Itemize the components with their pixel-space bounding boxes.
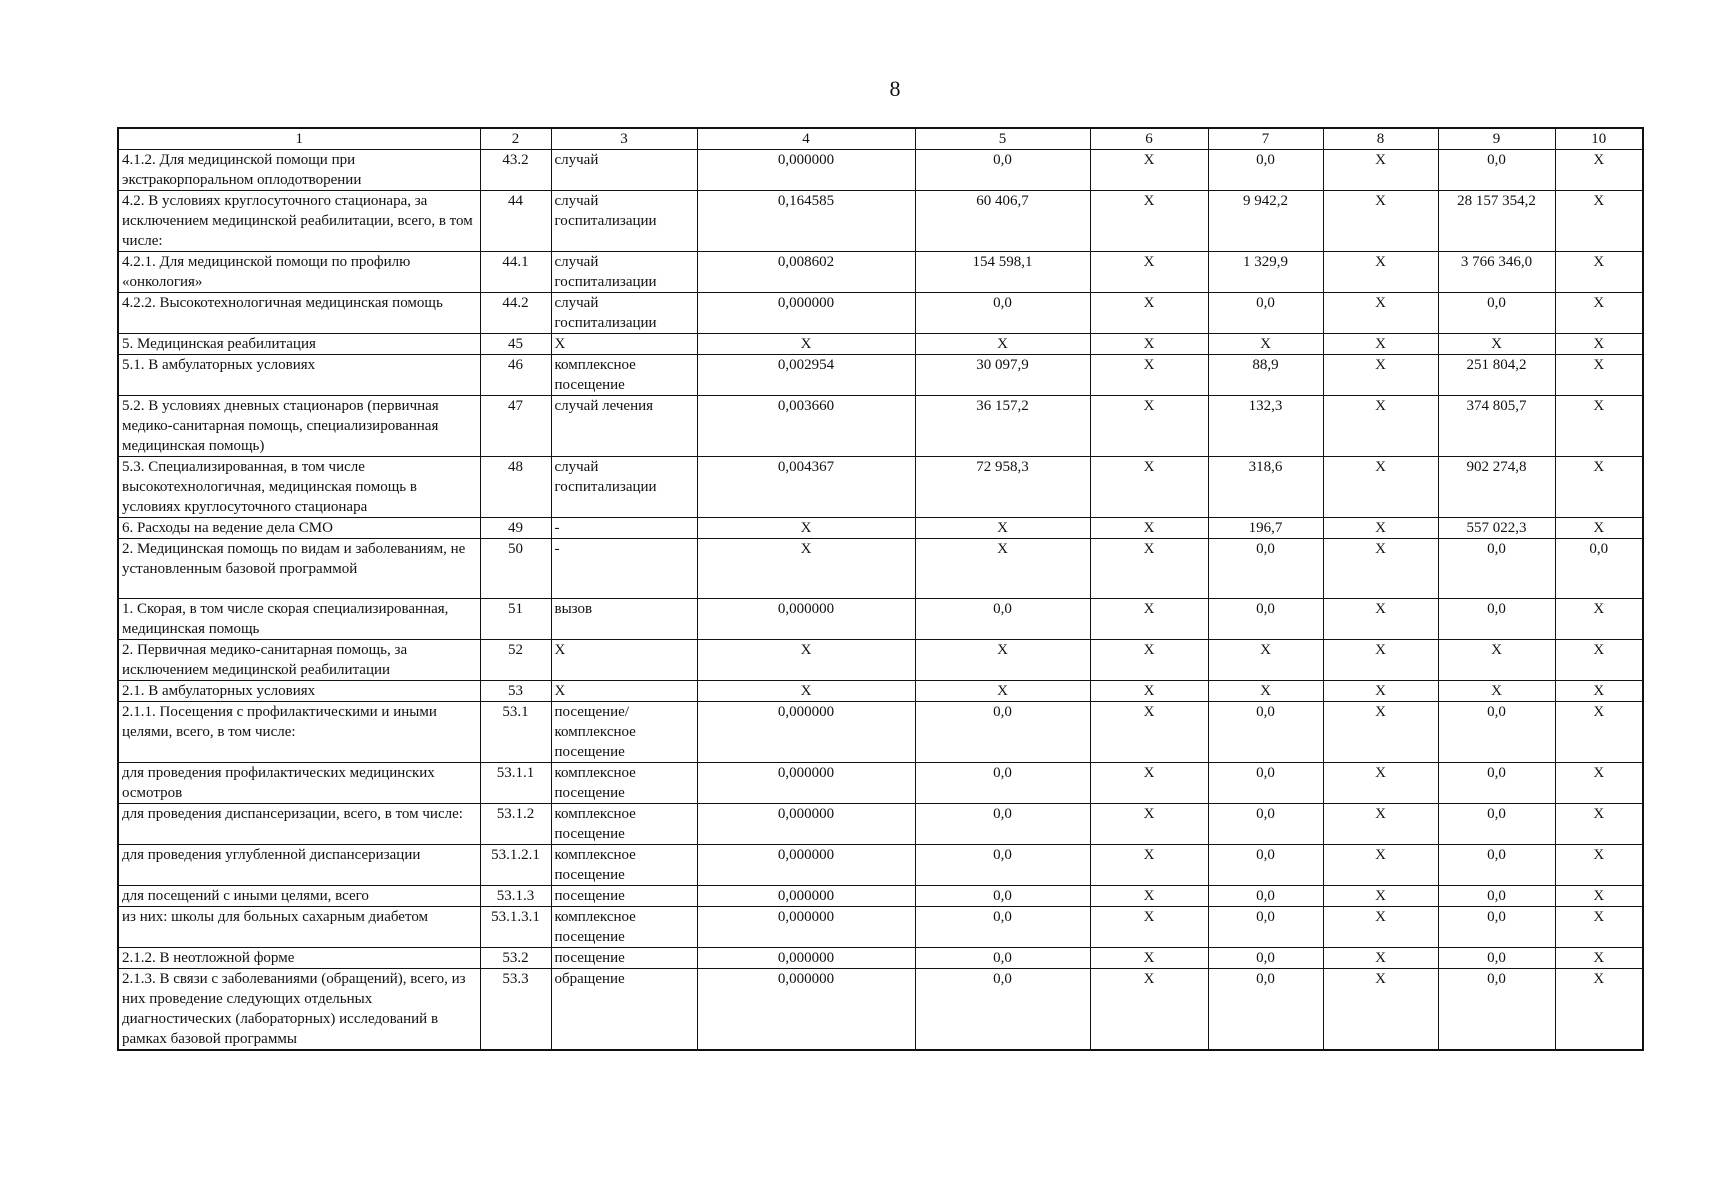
marker-cell: X	[1090, 252, 1208, 293]
marker-cell: X	[1323, 845, 1438, 886]
name-cell: 5.2. В условиях дневных стационаров (первичная медико-санитарная помощь, специализированная медицинская помощь)	[118, 396, 480, 457]
marker-cell: X	[1323, 539, 1438, 599]
marker-cell: X	[1323, 334, 1438, 355]
unit-cell: X	[551, 640, 697, 681]
row-number-cell: 47	[480, 396, 551, 457]
row-number-cell: 44.2	[480, 293, 551, 334]
row-number-cell: 53.2	[480, 948, 551, 969]
column-header: 1	[118, 128, 480, 150]
unit-cell: -	[551, 539, 697, 599]
row-number-cell: 50	[480, 539, 551, 599]
value-cell: 28 157 354,2	[1438, 191, 1555, 252]
marker-cell: X	[1323, 681, 1438, 702]
marker-cell: X	[1555, 948, 1643, 969]
marker-cell: X	[1090, 396, 1208, 457]
row-number-cell: 53.1.3.1	[480, 907, 551, 948]
value-cell: 0,0	[1208, 763, 1323, 804]
value-cell: 0,002954	[697, 355, 915, 396]
value-cell: X	[697, 539, 915, 599]
marker-cell: X	[1090, 907, 1208, 948]
value-cell: 0,008602	[697, 252, 915, 293]
table-row	[118, 948, 1643, 969]
table-row	[118, 355, 1643, 396]
name-cell: 2.1.1. Посещения с профилактическими и иными целями, всего, в том числе:	[118, 702, 480, 763]
value-cell: X	[1208, 681, 1323, 702]
marker-cell: X	[1090, 457, 1208, 518]
value-cell: 0,000000	[697, 907, 915, 948]
table-row	[118, 191, 1643, 252]
value-cell: X	[915, 681, 1090, 702]
value-cell: 0,0	[1438, 293, 1555, 334]
value-cell: 0,0	[1208, 702, 1323, 763]
marker-cell: X	[1555, 886, 1643, 907]
value-cell: 196,7	[1208, 518, 1323, 539]
marker-cell: X	[1323, 396, 1438, 457]
marker-cell: X	[1090, 763, 1208, 804]
value-cell: 36 157,2	[915, 396, 1090, 457]
value-cell: 0,0	[1438, 845, 1555, 886]
value-cell: 0,0	[1438, 907, 1555, 948]
marker-cell: X	[1323, 457, 1438, 518]
value-cell: 0,0	[1208, 886, 1323, 907]
value-cell: 0,0	[1438, 804, 1555, 845]
name-cell: 5.1. В амбулаторных условиях	[118, 355, 480, 396]
table-row	[118, 907, 1643, 948]
marker-cell: X	[1555, 804, 1643, 845]
marker-cell: X	[1555, 681, 1643, 702]
value-cell: 154 598,1	[915, 252, 1090, 293]
value-cell: 0,0	[1208, 948, 1323, 969]
marker-cell: X	[1323, 252, 1438, 293]
marker-cell: X	[1555, 907, 1643, 948]
marker-cell: X	[1323, 355, 1438, 396]
value-cell: 0,0	[915, 845, 1090, 886]
value-cell: 0,0	[915, 886, 1090, 907]
value-cell: 72 958,3	[915, 457, 1090, 518]
row-number-cell: 51	[480, 599, 551, 640]
unit-cell: комплексное посещение	[551, 907, 697, 948]
column-header: 3	[551, 128, 697, 150]
page-number: 8	[889, 76, 901, 101]
unit-cell: X	[551, 681, 697, 702]
value-cell: 0,000000	[697, 804, 915, 845]
table-row	[118, 702, 1643, 763]
unit-cell: посещение	[551, 948, 697, 969]
unit-cell: посещение	[551, 886, 697, 907]
value-cell: X	[915, 640, 1090, 681]
name-cell: 4.2.1. Для медицинской помощи по профилю «онкология»	[118, 252, 480, 293]
marker-cell: X	[1090, 599, 1208, 640]
row-number-cell: 53	[480, 681, 551, 702]
table-row	[118, 804, 1643, 845]
marker-cell: X	[1323, 763, 1438, 804]
marker-cell: X	[1323, 702, 1438, 763]
name-cell: 5. Медицинская реабилитация	[118, 334, 480, 355]
table-row	[118, 640, 1643, 681]
name-cell: 4.2.2. Высокотехнологичная медицинская помощь	[118, 293, 480, 334]
value-cell: X	[1208, 640, 1323, 681]
value-cell: 0,000000	[697, 969, 915, 1051]
marker-cell: X	[1090, 150, 1208, 191]
table-row	[118, 334, 1643, 355]
name-cell: для проведения диспансеризации, всего, в том числе:	[118, 804, 480, 845]
table-row	[118, 150, 1643, 191]
name-cell: для проведения профилактических медицинских осмотров	[118, 763, 480, 804]
name-cell: 4.2. В условиях круглосуточного стационара, за исключением медицинской реабилитации, всего, в том числе:	[118, 191, 480, 252]
value-cell: 0,0	[1438, 763, 1555, 804]
name-cell: 6. Расходы на ведение дела СМО	[118, 518, 480, 539]
table-row	[118, 293, 1643, 334]
column-header: 2	[480, 128, 551, 150]
marker-cell: X	[1555, 150, 1643, 191]
value-cell: X	[1438, 640, 1555, 681]
marker-cell: X	[1555, 640, 1643, 681]
value-cell: 0,0	[1208, 599, 1323, 640]
value-cell: 0,003660	[697, 396, 915, 457]
value-cell: X	[697, 681, 915, 702]
value-cell: 0,000000	[697, 886, 915, 907]
value-cell: 9 942,2	[1208, 191, 1323, 252]
value-cell: X	[697, 334, 915, 355]
marker-cell: X	[1555, 969, 1643, 1051]
marker-cell: X	[1090, 886, 1208, 907]
marker-cell: X	[1090, 681, 1208, 702]
unit-cell: посещение/ комплексное посещение	[551, 702, 697, 763]
marker-cell: X	[1323, 293, 1438, 334]
marker-cell: X	[1090, 845, 1208, 886]
value-cell: 60 406,7	[915, 191, 1090, 252]
marker-cell: X	[1555, 702, 1643, 763]
unit-cell: случай госпитализации	[551, 457, 697, 518]
value-cell: 3 766 346,0	[1438, 252, 1555, 293]
value-cell: 0,0	[1438, 539, 1555, 599]
name-cell: 2.1.2. В неотложной форме	[118, 948, 480, 969]
marker-cell: X	[1090, 334, 1208, 355]
value-cell: 0,0	[915, 763, 1090, 804]
row-number-cell: 43.2	[480, 150, 551, 191]
value-cell: 374 805,7	[1438, 396, 1555, 457]
marker-cell: X	[1323, 599, 1438, 640]
unit-cell: случай лечения	[551, 396, 697, 457]
value-cell: 0,0	[1208, 150, 1323, 191]
marker-cell: X	[1090, 948, 1208, 969]
value-cell: X	[697, 640, 915, 681]
marker-cell: 0,0	[1555, 539, 1643, 599]
value-cell: 0,0	[1208, 804, 1323, 845]
row-number-cell: 48	[480, 457, 551, 518]
value-cell: 318,6	[1208, 457, 1323, 518]
unit-cell: комплексное посещение	[551, 355, 697, 396]
row-number-cell: 53.1	[480, 702, 551, 763]
table-row	[118, 599, 1643, 640]
value-cell: 0,0	[915, 804, 1090, 845]
value-cell: 902 274,8	[1438, 457, 1555, 518]
marker-cell: X	[1090, 969, 1208, 1051]
column-header: 8	[1323, 128, 1438, 150]
value-cell: 0,0	[1208, 969, 1323, 1051]
value-cell: 30 097,9	[915, 355, 1090, 396]
table-row	[118, 845, 1643, 886]
data-table	[117, 127, 1644, 1051]
value-cell: 0,000000	[697, 702, 915, 763]
unit-cell: комплексное посещение	[551, 804, 697, 845]
value-cell: 0,164585	[697, 191, 915, 252]
unit-cell: -	[551, 518, 697, 539]
column-header: 10	[1555, 128, 1643, 150]
value-cell: 0,0	[1438, 886, 1555, 907]
value-cell: 0,0	[915, 150, 1090, 191]
marker-cell: X	[1323, 640, 1438, 681]
value-cell: 0,0	[915, 702, 1090, 763]
marker-cell: X	[1090, 804, 1208, 845]
row-number-cell: 53.1.3	[480, 886, 551, 907]
value-cell: 0,0	[915, 948, 1090, 969]
value-cell: 0,000000	[697, 150, 915, 191]
value-cell: 132,3	[1208, 396, 1323, 457]
column-header: 9	[1438, 128, 1555, 150]
unit-cell: случай госпитализации	[551, 293, 697, 334]
row-number-cell: 53.1.1	[480, 763, 551, 804]
name-cell: 2. Первичная медико-санитарная помощь, за исключением медицинской реабилитации	[118, 640, 480, 681]
marker-cell: X	[1323, 191, 1438, 252]
marker-cell: X	[1090, 355, 1208, 396]
value-cell: 0,0	[915, 907, 1090, 948]
unit-cell: комплексное посещение	[551, 845, 697, 886]
row-number-cell: 52	[480, 640, 551, 681]
value-cell: 0,0	[1438, 969, 1555, 1051]
value-cell: X	[1438, 681, 1555, 702]
row-number-cell: 45	[480, 334, 551, 355]
name-cell: 2. Медицинская помощь по видам и заболеваниям, не установленным базовой программой	[118, 539, 480, 599]
marker-cell: X	[1555, 518, 1643, 539]
marker-cell: X	[1323, 907, 1438, 948]
value-cell: X	[697, 518, 915, 539]
row-number-cell: 44	[480, 191, 551, 252]
value-cell: 1 329,9	[1208, 252, 1323, 293]
column-header: 5	[915, 128, 1090, 150]
value-cell: 0,0	[1438, 702, 1555, 763]
table-row	[118, 539, 1643, 599]
marker-cell: X	[1555, 355, 1643, 396]
value-cell: 0,000000	[697, 293, 915, 334]
marker-cell: X	[1090, 702, 1208, 763]
marker-cell: X	[1555, 334, 1643, 355]
column-header: 4	[697, 128, 915, 150]
value-cell: X	[1208, 334, 1323, 355]
marker-cell: X	[1323, 886, 1438, 907]
value-cell: 0,0	[1438, 150, 1555, 191]
value-cell: 0,0	[1208, 293, 1323, 334]
value-cell: 0,0	[915, 969, 1090, 1051]
name-cell: 1. Скорая, в том числе скорая специализированная, медицинская помощь	[118, 599, 480, 640]
table-row	[118, 518, 1643, 539]
value-cell: 0,0	[1208, 539, 1323, 599]
unit-cell: комплексное посещение	[551, 763, 697, 804]
name-cell: для проведения углубленной диспансеризации	[118, 845, 480, 886]
value-cell: X	[915, 334, 1090, 355]
row-number-cell: 46	[480, 355, 551, 396]
name-cell: для посещений с иными целями, всего	[118, 886, 480, 907]
name-cell: 4.1.2. Для медицинской помощи при экстракорпоральном оплодотворении	[118, 150, 480, 191]
marker-cell: X	[1323, 804, 1438, 845]
name-cell: 2.1. В амбулаторных условиях	[118, 681, 480, 702]
marker-cell: X	[1555, 252, 1643, 293]
name-cell: из них: школы для больных сахарным диабетом	[118, 907, 480, 948]
row-number-cell: 53.1.2.1	[480, 845, 551, 886]
marker-cell: X	[1090, 293, 1208, 334]
value-cell: X	[915, 518, 1090, 539]
name-cell: 5.3. Специализированная, в том числе высокотехнологичная, медицинская помощь в условиях круглосуточного стационара	[118, 457, 480, 518]
value-cell: 0,0	[1208, 845, 1323, 886]
name-cell: 2.1.3. В связи с заболеваниями (обращений), всего, из них проведение следующих отдельных диагностических (лабораторных) исследований в рамках базовой программы	[118, 969, 480, 1051]
value-cell: 0,0	[1438, 948, 1555, 969]
table-row	[118, 457, 1643, 518]
header-row	[118, 128, 1643, 150]
value-cell: 557 022,3	[1438, 518, 1555, 539]
marker-cell: X	[1555, 763, 1643, 804]
table-row	[118, 681, 1643, 702]
row-number-cell: 44.1	[480, 252, 551, 293]
table-body	[118, 150, 1643, 1051]
value-cell: 0,0	[915, 599, 1090, 640]
table-row	[118, 763, 1643, 804]
value-cell: 0,0	[915, 293, 1090, 334]
marker-cell: X	[1555, 191, 1643, 252]
marker-cell: X	[1090, 518, 1208, 539]
value-cell: 0,000000	[697, 763, 915, 804]
marker-cell: X	[1090, 640, 1208, 681]
row-number-cell: 49	[480, 518, 551, 539]
marker-cell: X	[1323, 150, 1438, 191]
column-header: 7	[1208, 128, 1323, 150]
unit-cell: обращение	[551, 969, 697, 1051]
table-row	[118, 252, 1643, 293]
marker-cell: X	[1323, 518, 1438, 539]
unit-cell: вызов	[551, 599, 697, 640]
value-cell: 0,000000	[697, 845, 915, 886]
column-header: 6	[1090, 128, 1208, 150]
unit-cell: X	[551, 334, 697, 355]
value-cell: 0,0	[1208, 907, 1323, 948]
table-row	[118, 396, 1643, 457]
value-cell: 0,0	[1438, 599, 1555, 640]
value-cell: 0,004367	[697, 457, 915, 518]
unit-cell: случай госпитализации	[551, 252, 697, 293]
value-cell: 251 804,2	[1438, 355, 1555, 396]
unit-cell: случай	[551, 150, 697, 191]
value-cell: 88,9	[1208, 355, 1323, 396]
marker-cell: X	[1555, 293, 1643, 334]
marker-cell: X	[1323, 948, 1438, 969]
unit-cell: случай госпитализации	[551, 191, 697, 252]
value-cell: X	[915, 539, 1090, 599]
marker-cell: X	[1555, 457, 1643, 518]
marker-cell: X	[1555, 396, 1643, 457]
marker-cell: X	[1555, 845, 1643, 886]
marker-cell: X	[1090, 539, 1208, 599]
value-cell: 0,000000	[697, 599, 915, 640]
marker-cell: X	[1555, 599, 1643, 640]
row-number-cell: 53.3	[480, 969, 551, 1051]
table-row	[118, 969, 1643, 1051]
row-number-cell: 53.1.2	[480, 804, 551, 845]
marker-cell: X	[1090, 191, 1208, 252]
marker-cell: X	[1323, 969, 1438, 1051]
value-cell: 0,000000	[697, 948, 915, 969]
value-cell: X	[1438, 334, 1555, 355]
table-row	[118, 886, 1643, 907]
